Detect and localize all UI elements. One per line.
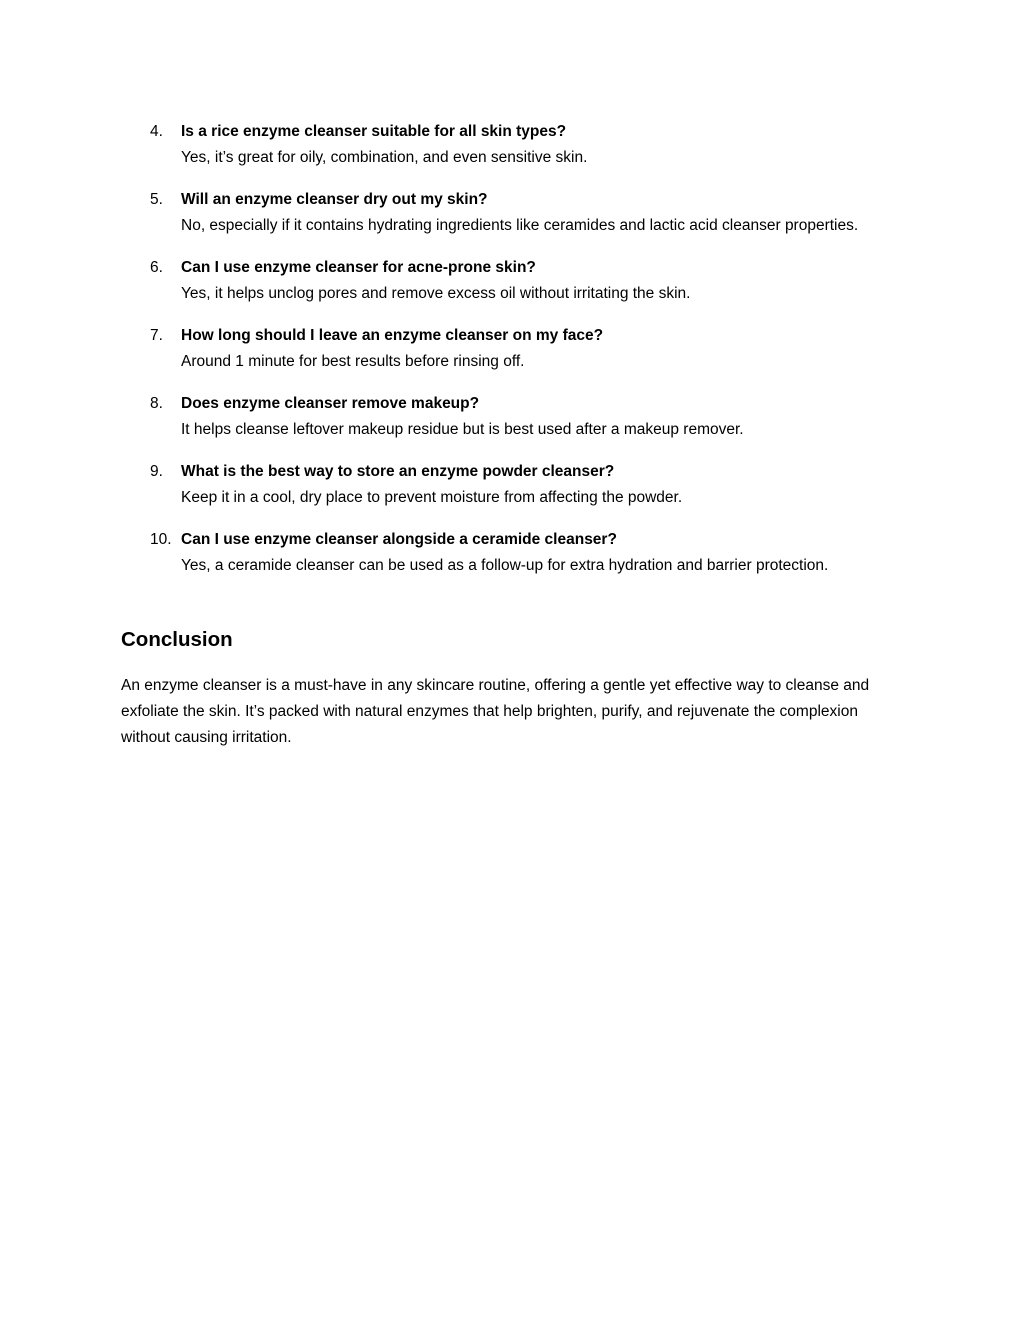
faq-item	[121, 527, 911, 579]
faq-item	[121, 119, 911, 171]
faq-question: Does enzyme cleanser remove makeup?	[181, 395, 480, 412]
faq-item-number: 8.	[150, 395, 163, 412]
faq-item	[121, 255, 911, 307]
faq-item-number: 5.	[150, 191, 163, 208]
faq-answer: No, especially if it contains hydrating ingredients like ceramides and lactic acid cleanser properties.	[181, 217, 859, 234]
faq-item	[121, 459, 911, 511]
faq-question: What is the best way to store an enzyme powder cleanser?	[181, 463, 615, 480]
faq-item	[121, 187, 911, 239]
faq-question: Will an enzyme cleanser dry out my skin?	[181, 191, 488, 208]
faq-answer: It helps cleanse leftover makeup residue but is best used after a makeup remover.	[181, 421, 744, 438]
faq-item	[121, 323, 911, 375]
faq-item-number: 9.	[150, 463, 163, 480]
faq-answer: Yes, it’s great for oily, combination, and even sensitive skin.	[181, 149, 588, 166]
faq-question: Can I use enzyme cleanser for acne-prone skin?	[181, 259, 536, 276]
faq-item-number: 10.	[150, 531, 172, 548]
faq-item-number: 7.	[150, 327, 163, 344]
faq-question: How long should I leave an enzyme cleanser on my face?	[181, 327, 604, 344]
faq-list	[121, 119, 911, 595]
faq-answer: Around 1 minute for best results before rinsing off.	[181, 353, 525, 370]
conclusion-heading: Conclusion	[121, 628, 233, 651]
faq-item	[121, 391, 911, 443]
faq-question: Can I use enzyme cleanser alongside a ceramide cleanser?	[181, 531, 617, 548]
conclusion-paragraph: An enzyme cleanser is a must-have in any skincare routine, offering a gentle yet effective way to cleanse and exfoliate the skin. It’s packed with natural enzymes that help brighten, purify, and rejuvenate the complexion without causing irritation.	[121, 677, 870, 746]
faq-answer: Yes, a ceramide cleanser can be used as a follow-up for extra hydration and barrier protection.	[181, 557, 829, 574]
faq-item-number: 4.	[150, 123, 163, 140]
faq-item-number: 6.	[150, 259, 163, 276]
faq-question: Is a rice enzyme cleanser suitable for all skin types?	[181, 123, 567, 140]
faq-answer: Keep it in a cool, dry place to prevent moisture from affecting the powder.	[181, 489, 683, 506]
faq-answer: Yes, it helps unclog pores and remove excess oil without irritating the skin.	[181, 285, 691, 302]
